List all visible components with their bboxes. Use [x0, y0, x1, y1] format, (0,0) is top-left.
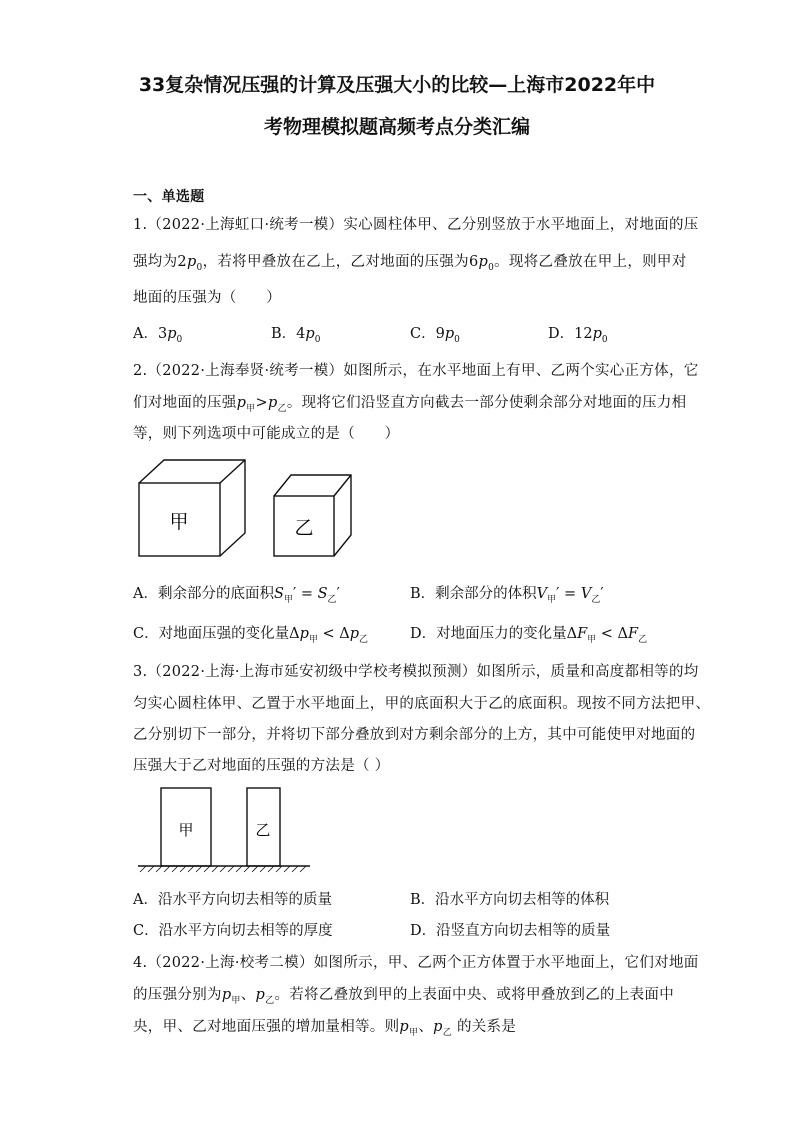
- cube-jia-label: 甲: [169, 511, 189, 533]
- q1-line1: 1.（2022·上海虹口·统考一模）实心圆柱体甲、乙分别竖放于水平地面上，对地面的压: [133, 217, 699, 233]
- document-title-line2: 考物理模拟题高频考点分类汇编: [263, 116, 530, 138]
- q4-line1: 4.（2022·上海·校考二模）如图所示，甲、乙两个正方体置于水平地面上，它们对地面: [133, 955, 699, 971]
- q4-line2: 的压强分别为$p_甲$、$p_乙$。若将乙叠放到甲的上表面中央、或将甲叠放到乙的上表面中: [133, 987, 675, 1006]
- q1-option-a[interactable]: A．$3p_0$: [133, 326, 183, 345]
- q2-line3: 等，则下列选项中可能成立的是（ ）: [133, 426, 400, 442]
- section-heading: 一、单选题: [133, 189, 205, 205]
- q2-option-c[interactable]: C．对地面压强的变化量$\Delta p_甲 < \Delta p_乙$: [133, 626, 369, 645]
- q2-line2: 们对地面的压强$p_甲>p_乙$。现将它们沿竖直方向截去一部分使剩余部分对地面的压力相: [133, 395, 687, 414]
- q2-option-a[interactable]: A．剩余部分的底面积$S_甲' = S_乙'$: [133, 586, 340, 605]
- q3-option-a[interactable]: A．沿水平方向切去相等的质量: [133, 892, 332, 908]
- q2-option-d[interactable]: D．对地面压力的变化量$\Delta F_甲 < \Delta F_乙$: [410, 626, 648, 645]
- q3-option-d[interactable]: D．沿竖直方向切去相等的质量: [410, 923, 611, 939]
- q3-line4: 压强大于乙对地面的压强的方法是（ ）: [133, 758, 390, 774]
- q1-line3: 地面的压强为（ ）: [133, 290, 281, 306]
- q2-option-b[interactable]: B．剩余部分的体积$V_甲' = V_乙'$: [410, 586, 604, 605]
- q3-line2: 匀实心圆柱体甲、乙置于水平地面上，甲的底面积大于乙的底面积。现按不同方法把甲、: [133, 696, 711, 712]
- cylinder-yi-label: 乙: [255, 821, 271, 839]
- q1-line2: 强均为$2p_0$，若将甲叠放在乙上，乙对地面的压强为$6p_0$。现将乙叠放在甲上，则甲对: [133, 254, 687, 273]
- q1-option-b[interactable]: B．$4p_0$: [271, 326, 321, 345]
- q4-line3: 央，甲、乙对地面压强的增加量相等。则$p_甲$、$p_乙$ 的关系是: [133, 1019, 517, 1038]
- q3-option-b[interactable]: B．沿水平方向切去相等的体积: [410, 892, 610, 908]
- q1-option-c[interactable]: C．$9p_0$: [410, 326, 460, 345]
- cube-yi-label: 乙: [294, 517, 314, 539]
- document-title-line1: 33复杂情况压强的计算及压强大小的比较—上海市2022年中: [138, 74, 656, 96]
- q2-line1: 2.（2022·上海奉贤·统考一模）如图所示，在水平地面上有甲、乙两个实心正方体，它: [133, 363, 699, 379]
- cubes-figure: [132, 458, 372, 563]
- cylinder-jia-label: 甲: [178, 821, 194, 839]
- q3-line1: 3.（2022·上海·上海市延安初级中学校考模拟预测）如图所示，质量和高度都相等的均: [133, 664, 699, 680]
- cylinders-figure: [138, 784, 310, 874]
- q3-option-c[interactable]: C．沿水平方向切去相等的厚度: [133, 923, 333, 939]
- q1-option-d[interactable]: D．$12p_0$: [548, 326, 608, 345]
- q3-line3: 乙分别切下一部分，并将切下部分叠放到对方剩余部分的上方，其中可能使甲对地面的: [133, 727, 696, 743]
